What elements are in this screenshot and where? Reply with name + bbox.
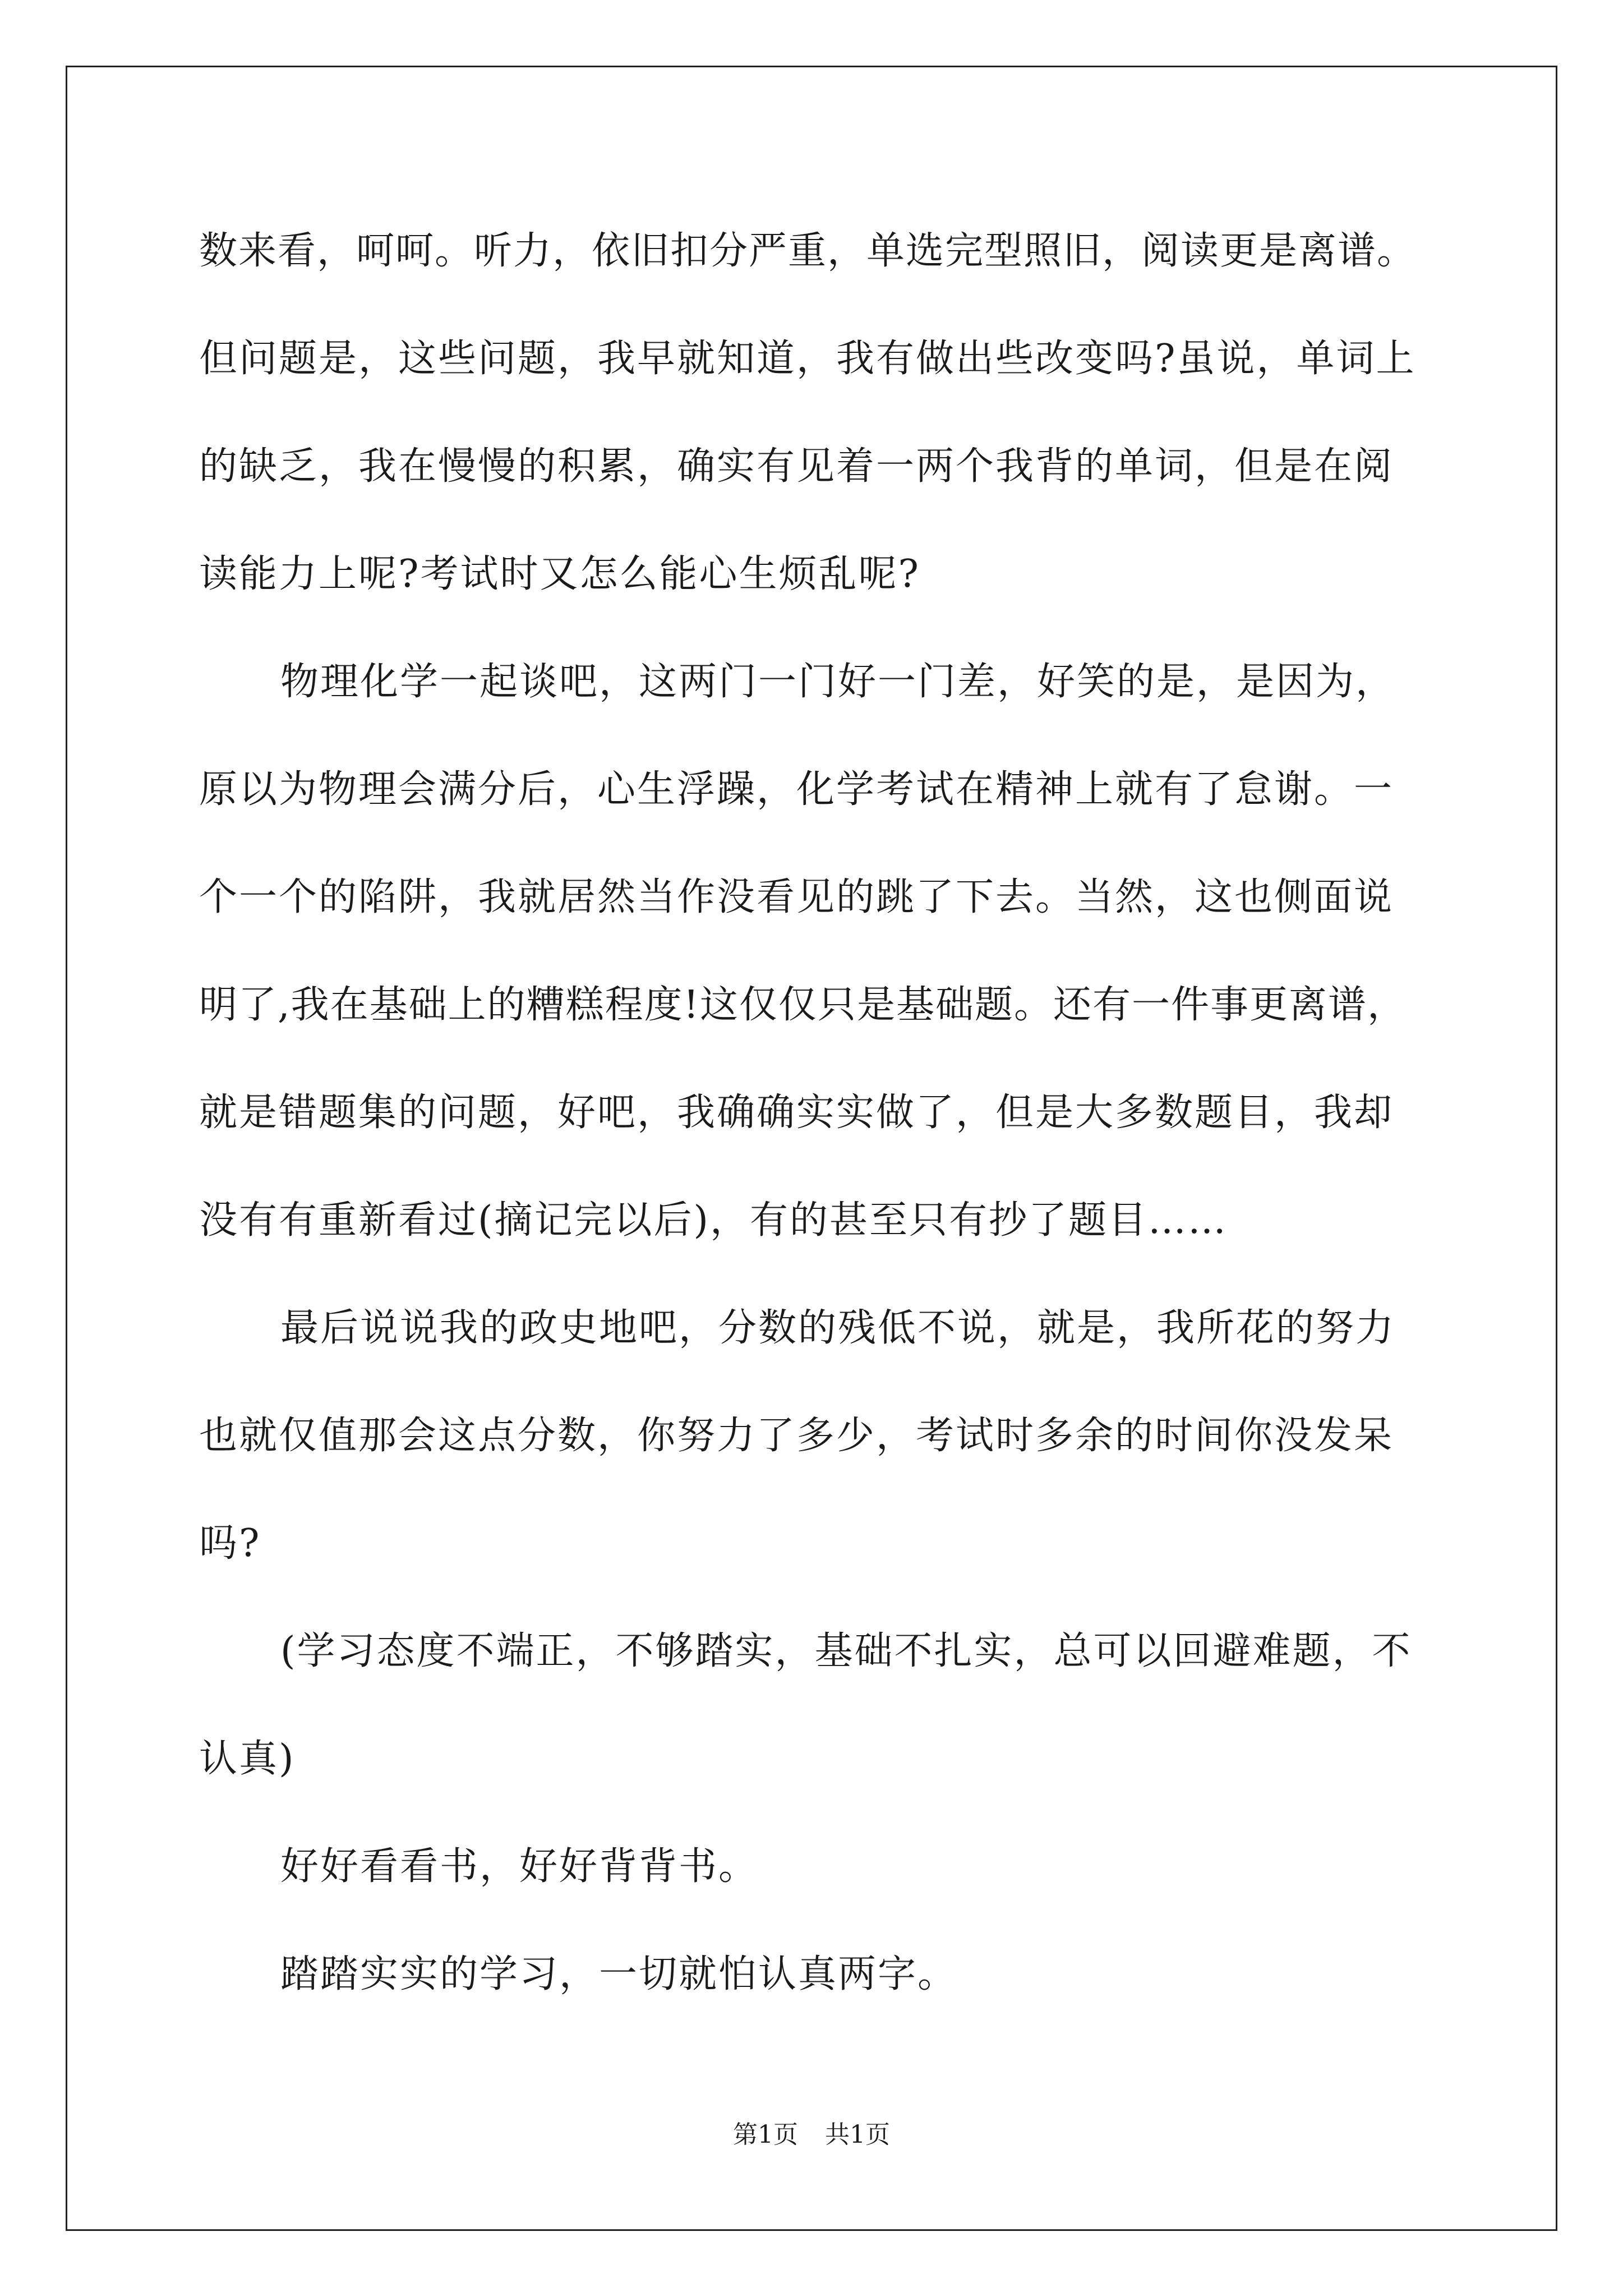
- text-line: 认真): [199, 1737, 296, 1781]
- text-line: 原以为物理会满分后，心生浮躁，化学考试在精神上就有了怠谢。一: [199, 767, 1394, 812]
- text-line: 吗?: [199, 1521, 261, 1566]
- paragraph-start-line: (学习态度不端正，不够踏实，基础不扎实，总可以回避难题，不: [280, 1629, 1412, 1673]
- text-line: 个一个的陷阱，我就居然当作没看见的跳了下去。当然，这也侧面说: [199, 875, 1394, 919]
- text-line: 读能力上呢?考试时又怎么能心生烦乱呢?: [199, 552, 920, 596]
- paragraph-start-line: 好好看看书，好好背背书。: [280, 1844, 759, 1889]
- text-line: 数来看，呵呵。听力，依旧扣分严重，单选完型照旧，阅读更是离谱。: [199, 229, 1417, 273]
- paragraph-start-line: 物理化学一起谈吧，这两门一门好一门差，好笑的是，是因为，: [280, 660, 1396, 704]
- text-line: 明了,我在基础上的糟糕程度!这仅仅只是基础题。还有一件事更离谱，: [199, 983, 1407, 1027]
- page-border: [66, 66, 1557, 2231]
- text-line: 就是错题集的问题，好吧，我确确实实做了，但是大多数题目，我却: [199, 1091, 1394, 1135]
- page-number-total: 共1页: [825, 2120, 890, 2149]
- text-line: 没有有重新看过(摘记完以后)，有的甚至只有抄了题目……: [199, 1198, 1228, 1243]
- text-line: 也就仅值那会这点分数，你努力了多少，考试时多余的时间你没发呆: [199, 1414, 1394, 1458]
- page-footer: [0, 2118, 1623, 2152]
- paragraph-start-line: 踏踏实实的学习，一切就怕认真两字。: [280, 1952, 958, 1996]
- text-line: 但问题是，这些问题，我早就知道，我有做出些改变吗?虽说，单词上: [199, 337, 1416, 381]
- page-number-current: 第1页: [733, 2120, 798, 2149]
- paragraph-start-line: 最后说说我的政史地吧，分数的残低不说，就是，我所花的努力: [280, 1306, 1396, 1350]
- text-line: 的缺乏，我在慢慢的积累，确实有见着一两个我背的单词，但是在阅: [199, 444, 1394, 489]
